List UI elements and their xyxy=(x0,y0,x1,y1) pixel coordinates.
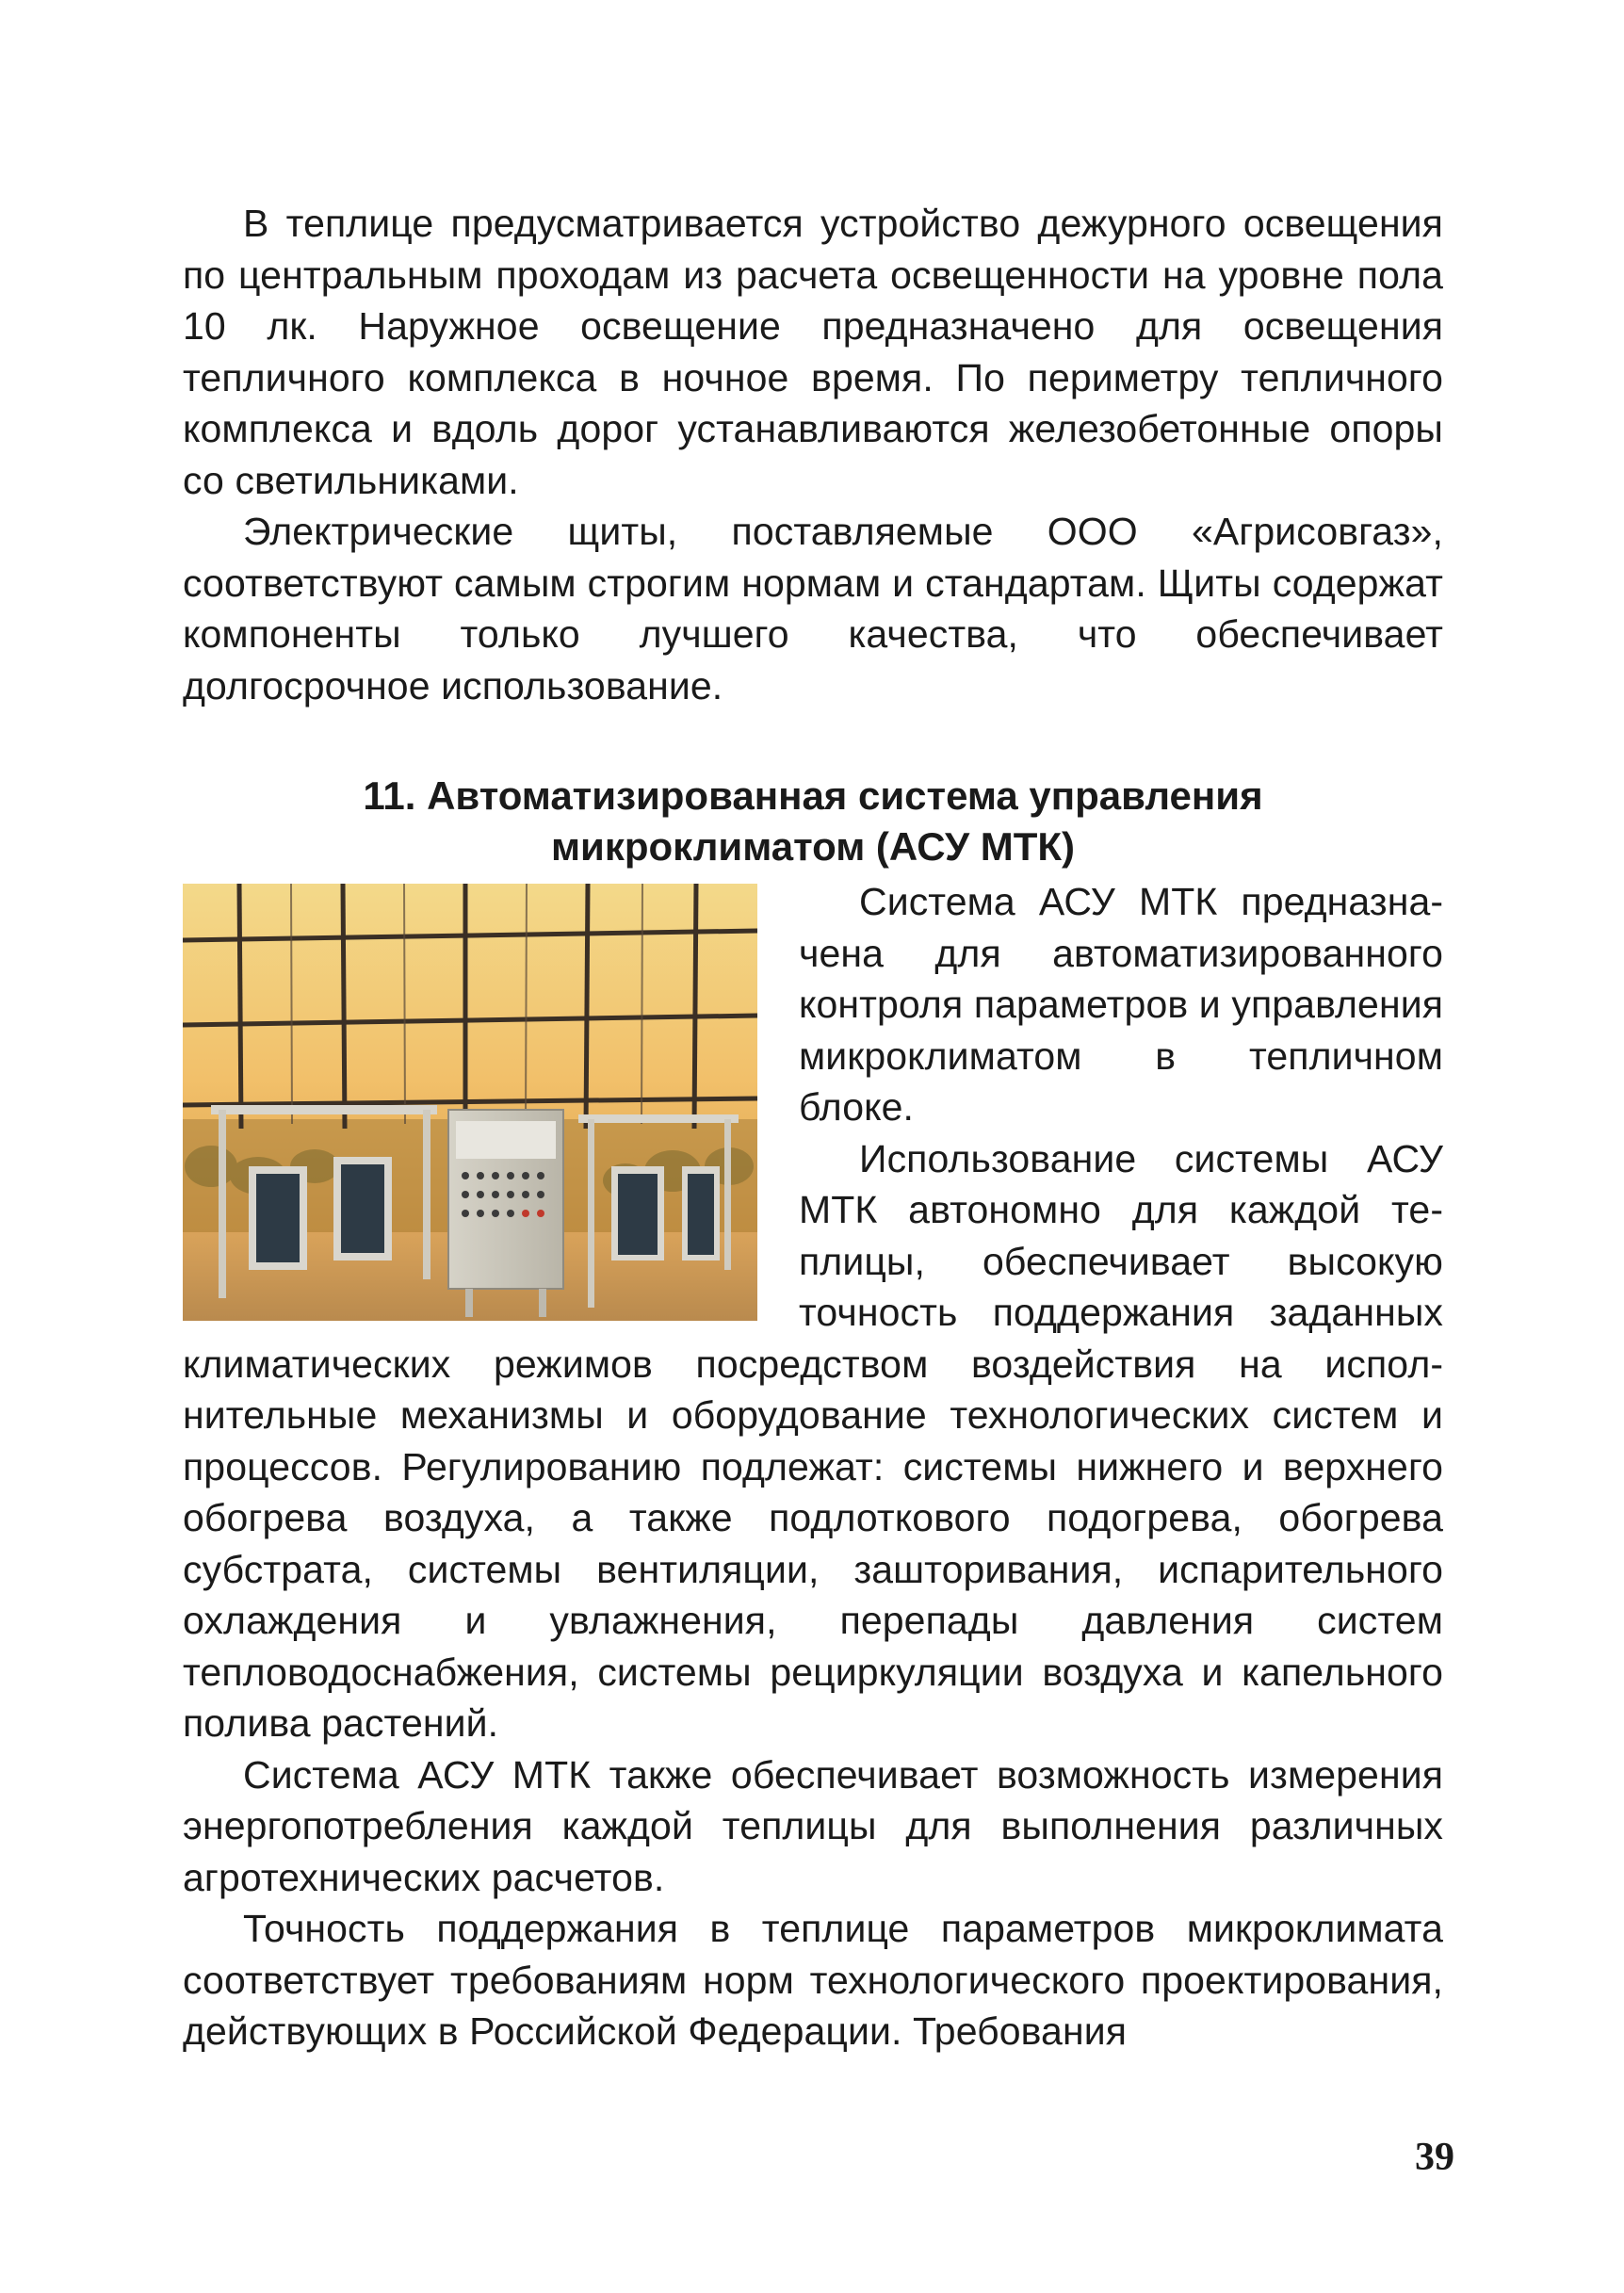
paragraph-system-usage: Использование системы АСУ МТК автономно для каждой теплицы, обеспечивает высокую точность поддержания заданных климатических режимов посредством воздействия на исполнительные механизмы и оборудование технологических систем и процессов. Регулированию подлежат: системы нижнего и верхнего обогрева воздуха, а также подлоткового подогрева, обогрева субстрата, системы вентиляции, зашторивания, испарительного охлаждения и увлажнения, перепады давления систем тепловодоснабжения, системы рециркуляции воздуха и капельного полива растений. xyxy=(183,1136,1443,1745)
section-heading-line-1: 11. Автоматизированная система управления xyxy=(363,773,1263,818)
paragraph-energy-measurement: Система АСУ МТК также обеспечивает возможность измерения энергопотребления каждой теплицы для выполнения различных агротехнических расчетов. xyxy=(183,1752,1443,1899)
photo-illustration xyxy=(183,884,757,1321)
section-heading-line-2: микроклиматом (АСУ МТК) xyxy=(550,824,1076,869)
paragraph-system-purpose: Система АСУ МТК предназначена для автоматизированного контроля параметров и управления микроклиматом в тепличном блоке. xyxy=(799,880,1443,1129)
page-number: 39 xyxy=(1415,2136,1454,2179)
greenhouse-control-panel-photo xyxy=(183,884,757,1321)
section-heading xyxy=(183,771,1443,872)
section-text xyxy=(183,876,1443,2057)
paragraph-electrical-panels: Электрические щиты, поставляемые ООО «Агрисовгаз», соответствуют самым строгим нормам и стандартам. Щиты содержат компоненты только лучшего качества, что обеспечивает долгосрочное использование. xyxy=(183,510,1443,707)
intro-text xyxy=(183,198,1443,711)
central-cabinet xyxy=(448,1110,563,1317)
paragraph-duty-lighting: В теплице предусматривается устройство дежурного освещения по центральным проходам из расчета освещенности на уровне пола 10 лк. Наружное освещение предназначено для освещения тепличного комплекса в ночное время. По периметру тепличного комплекса и вдоль дорог устанавливаются железобетонные опоры со светильниками. xyxy=(183,202,1443,502)
paragraph-accuracy-requirements: Точность поддержания в теплице параметров микроклимата соответствует требованиям норм технологического проектирования, действующих в Российской Федерации. Требования xyxy=(183,1907,1443,2053)
